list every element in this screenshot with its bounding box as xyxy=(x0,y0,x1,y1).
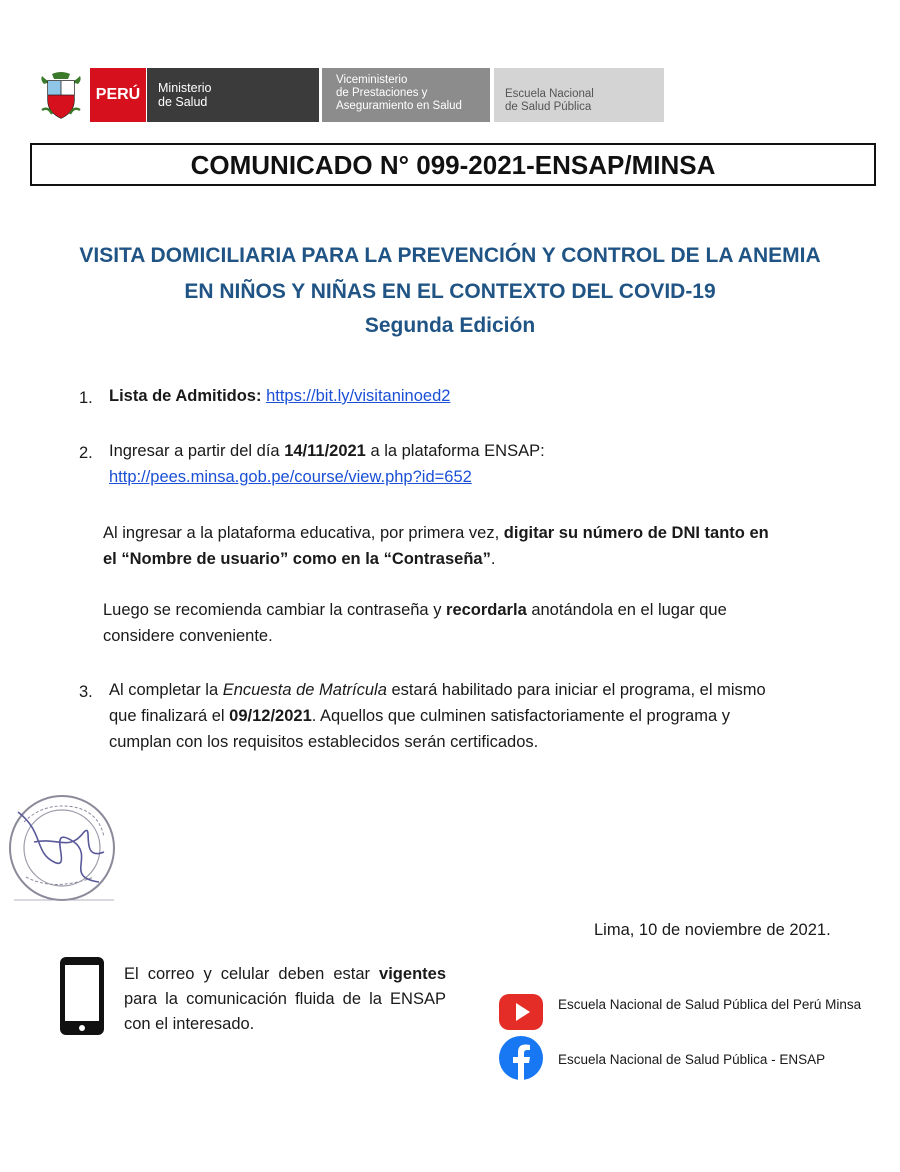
para-1-bold-2: el “Nombre de usuario” como en la “Contraseña” xyxy=(103,550,491,568)
item-1-number: 1. xyxy=(79,389,93,407)
admitted-list-label: Lista de Admitidos: xyxy=(109,387,262,405)
ensap-line-2: de Salud Pública xyxy=(505,101,592,113)
vice-line-2: de Prestaciones y xyxy=(336,87,428,99)
item-2-text-before: Ingresar a partir del día xyxy=(109,442,285,460)
ensap-logo xyxy=(494,68,664,122)
minsa-line-1: Ministerio xyxy=(158,81,212,95)
note-bold: vigentes xyxy=(379,965,446,983)
para-1-end: . xyxy=(490,550,496,568)
item-3-line-1-start: Al completar la xyxy=(109,681,223,699)
vice-line-1: Viceministerio xyxy=(336,74,408,86)
communique-title: COMUNICADO N° 099-2021-ENSAP/MINSA xyxy=(30,143,876,186)
subtitle-line-3: Segunda Edición xyxy=(364,314,536,337)
facebook-icon[interactable] xyxy=(497,1034,545,1082)
minsa-line-2: de Salud xyxy=(158,95,208,109)
item-2-para-1-line-1 xyxy=(103,520,769,546)
peru-logo xyxy=(90,68,146,122)
note-end: para la comunicación fluida de la ENSAP con el interesado. xyxy=(124,990,446,1033)
para-2-start: Luego se recomienda cambiar la contraseña y xyxy=(103,601,447,619)
item-2-line-1 xyxy=(109,438,545,464)
subtitle-line-1: VISITA DOMICILIARIA PARA LA PREVENCIÓN Y CONTROL DE LA ANEMIA xyxy=(79,244,821,267)
item-3-number: 3. xyxy=(79,683,93,701)
item-2-number: 2. xyxy=(79,444,93,462)
subtitle-line-2: EN NIÑOS Y NIÑAS EN EL CONTEXTO DEL COVID-19 xyxy=(184,280,716,303)
item-2-para-2-line-1 xyxy=(103,597,727,623)
minsa-logo xyxy=(147,68,319,122)
date-line: Lima, 10 de noviembre de 2021. xyxy=(594,921,831,939)
para-1-bold-1: digitar su número de DNI tanto en xyxy=(503,524,769,542)
para-2-bold: recordarla xyxy=(446,601,527,619)
ensap-platform-link[interactable]: http://pees.minsa.gob.pe/course/view.php?id=652 xyxy=(109,468,472,486)
para-1-start: Al ingresar a la plataforma educativa, por primera vez, xyxy=(103,524,504,542)
note-start: El correo y celular deben estar xyxy=(124,965,380,983)
para-2-end: anotándola en el lugar que xyxy=(526,601,727,619)
viceministerio-logo xyxy=(322,68,490,122)
item-3-line-2 xyxy=(109,703,730,729)
start-date: 14/11/2021 xyxy=(284,442,366,460)
item-3-line-2-start: que finalizará el xyxy=(109,707,230,725)
official-stamp-icon xyxy=(4,782,122,912)
youtube-icon[interactable] xyxy=(497,988,545,1036)
item-2-line-2 xyxy=(109,464,472,490)
facebook-page-name[interactable]: Escuela Nacional de Salud Pública - ENSAP xyxy=(558,1052,826,1067)
item-2-text-after: a la plataforma ENSAP: xyxy=(365,442,545,460)
item-3-line-3: cumplan con los requisitos establecidos serán certificados. xyxy=(109,733,539,751)
peru-coat-of-arms-icon xyxy=(38,70,84,122)
youtube-channel-name[interactable]: Escuela Nacional de Salud Pública del Perú Minsa xyxy=(558,997,862,1012)
item-3-line-1-end: estará habilitado para iniciar el programa, el mismo xyxy=(386,681,766,699)
item-2-para-1-line-2 xyxy=(103,546,495,572)
item-2-para-2-line-2: considere conveniente. xyxy=(103,627,273,645)
item-1 xyxy=(109,383,450,409)
smartphone-icon xyxy=(58,955,106,1037)
item-3-line-2-end: . Aquellos que culminen satisfactoriamente el programa y xyxy=(311,707,730,725)
contact-note xyxy=(124,962,446,1037)
item-3-line-1 xyxy=(109,677,766,703)
admitted-list-link[interactable]: https://bit.ly/visitaninoed2 xyxy=(266,387,451,405)
end-date: 09/12/2021 xyxy=(229,707,312,725)
ensap-line-1: Escuela Nacional xyxy=(505,88,594,100)
peru-label: PERÚ xyxy=(95,86,141,103)
vice-line-3: Aseguramiento en Salud xyxy=(336,100,462,112)
enrollment-survey: Encuesta de Matrícula xyxy=(222,681,387,699)
